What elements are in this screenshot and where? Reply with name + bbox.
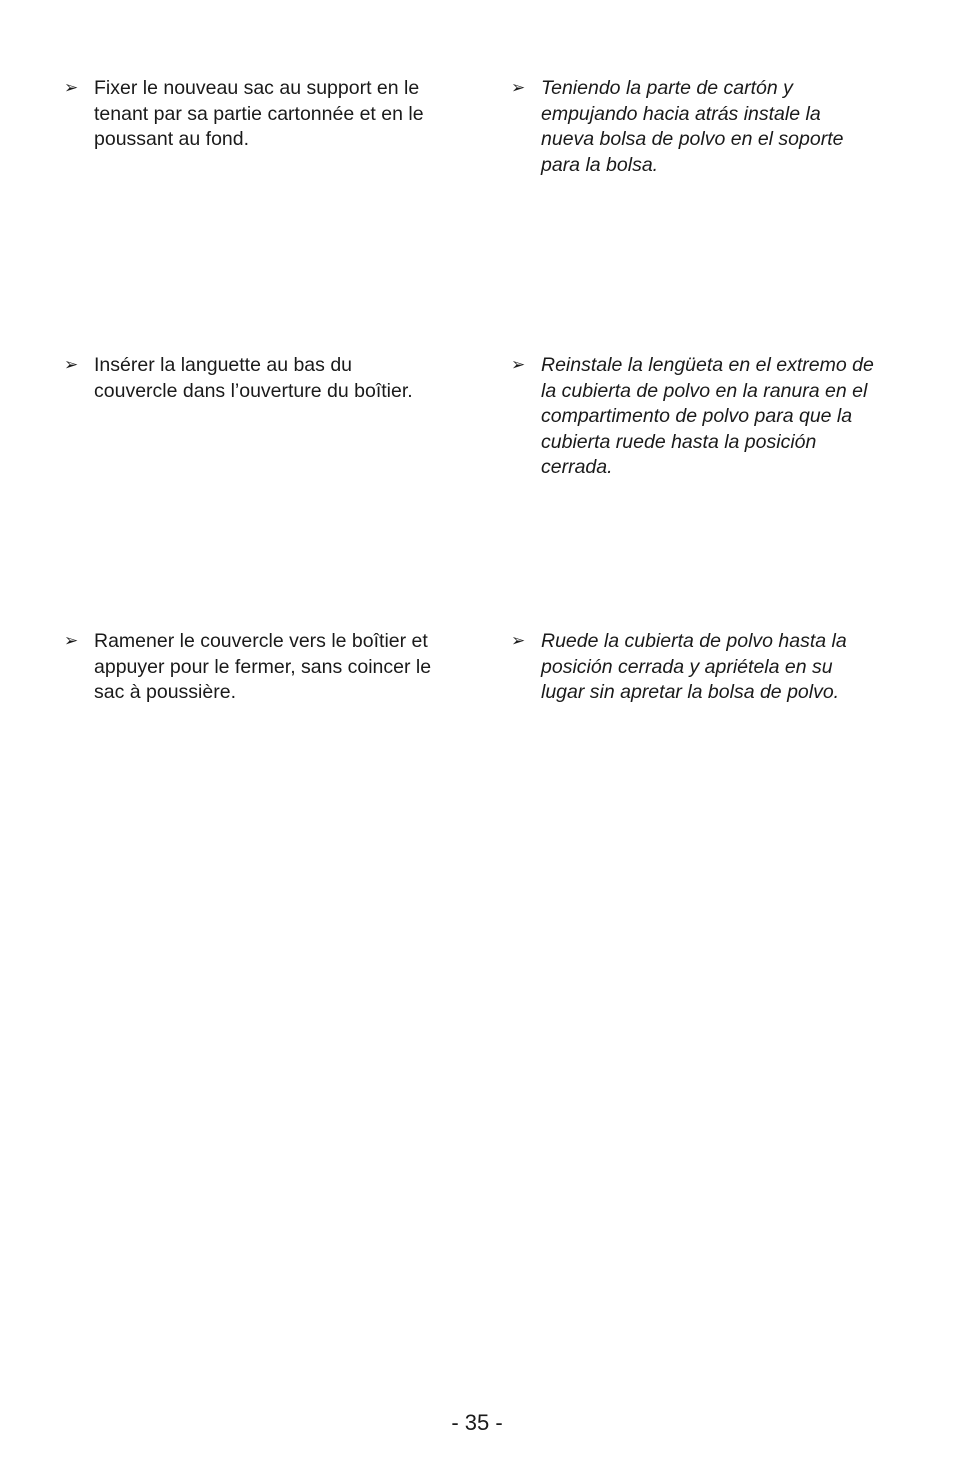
step-2-spanish-text: Reinstale la lengüeta en el extremo de la cubierta de polvo en la ranura en el compartimento de polvo para que la cubierta ruede hasta la posición cerrada. xyxy=(541,354,874,478)
arrow-bullet-icon: ➢ xyxy=(64,355,79,375)
step-3-spanish xyxy=(511,629,921,706)
page-number: - 35 - xyxy=(451,1410,503,1435)
step-3-french xyxy=(64,629,474,706)
arrow-bullet-icon: ➢ xyxy=(511,631,526,651)
step-3-french-text: Ramener le couvercle vers le boîtier et appuyer pour le fermer, sans coincer le sac à poussière. xyxy=(94,630,432,703)
step-2-spanish xyxy=(511,353,921,481)
step-1-spanish xyxy=(511,76,921,178)
step-1-french xyxy=(64,76,474,153)
step-1-french-text: Fixer le nouveau sac au support en le tenant par sa partie cartonnée et en le poussant au fond. xyxy=(94,77,424,150)
arrow-bullet-icon: ➢ xyxy=(64,631,79,651)
step-3-spanish-text: Ruede la cubierta de polvo hasta la posición cerrada y apriétela en su lugar sin apretar la bolsa de polvo. xyxy=(541,630,847,703)
arrow-bullet-icon: ➢ xyxy=(64,78,79,98)
step-2-french-text: Insérer la languette au bas du couvercle dans l’ouverture du boîtier. xyxy=(94,354,413,402)
arrow-bullet-icon: ➢ xyxy=(511,78,526,98)
arrow-bullet-icon: ➢ xyxy=(511,355,526,375)
step-1-spanish-text: Teniendo la parte de cartón y empujando hacia atrás instale la nueva bolsa de polvo en el soporte para la bolsa. xyxy=(541,77,844,176)
step-2-french xyxy=(64,353,474,404)
